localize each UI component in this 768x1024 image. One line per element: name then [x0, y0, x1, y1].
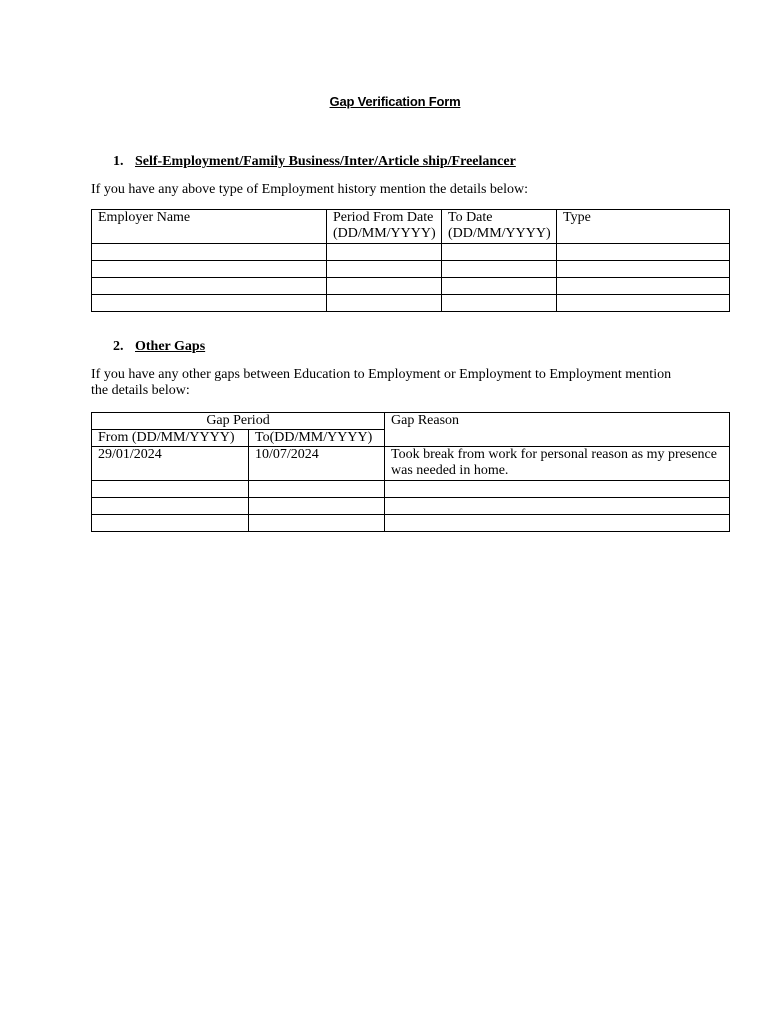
section-1-number: 1.	[113, 154, 124, 169]
table-row	[92, 244, 730, 261]
employer-cell[interactable]	[92, 295, 327, 312]
section-2-intro	[91, 367, 711, 399]
section-2-title: Other Gaps	[135, 339, 206, 354]
section-2-intro-line-2: the details below:	[91, 383, 190, 398]
gap-reason-cell[interactable]: Took break from work for personal reason as my presence was needed in home.	[385, 447, 730, 481]
section-2-number: 2.	[113, 339, 124, 354]
section-1-intro: If you have any above type of Employment history mention the details below:	[91, 182, 529, 197]
header-to-date: To Date (DD/MM/YYYY)	[442, 210, 557, 244]
gap-from-cell[interactable]: 29/01/2024	[92, 447, 249, 481]
gap-from-cell[interactable]	[92, 498, 249, 515]
type-cell[interactable]	[557, 261, 730, 278]
table-row	[92, 481, 730, 498]
type-cell[interactable]	[557, 295, 730, 312]
to-date-cell[interactable]	[442, 278, 557, 295]
table-row	[92, 498, 730, 515]
employment-history-table	[91, 209, 730, 312]
from-date-cell[interactable]	[327, 295, 442, 312]
header-gap-reason: Gap Reason	[385, 413, 730, 447]
employer-cell[interactable]	[92, 278, 327, 295]
to-date-cell[interactable]	[442, 244, 557, 261]
gap-reason-cell[interactable]	[385, 481, 730, 498]
section-2-heading	[113, 339, 205, 355]
header-period-from: Period From Date (DD/MM/YYYY)	[327, 210, 442, 244]
header-gap-period: Gap Period	[92, 413, 385, 430]
type-cell[interactable]	[557, 278, 730, 295]
to-date-cell[interactable]	[442, 295, 557, 312]
to-date-cell[interactable]	[442, 261, 557, 278]
gap-reason-cell[interactable]	[385, 515, 730, 532]
section-1-title: Self-Employment/Family Business/Inter/Article ship/Freelancer	[135, 154, 516, 169]
from-date-cell[interactable]	[327, 261, 442, 278]
gap-to-cell[interactable]	[249, 515, 385, 532]
from-date-cell[interactable]	[327, 244, 442, 261]
employer-cell[interactable]	[92, 244, 327, 261]
table-row	[92, 261, 730, 278]
header-employer-name: Employer Name	[92, 210, 327, 244]
from-date-cell[interactable]	[327, 278, 442, 295]
section-1-heading	[113, 154, 516, 170]
other-gaps-table	[91, 412, 730, 532]
gap-to-cell[interactable]	[249, 481, 385, 498]
table-row	[92, 295, 730, 312]
table-row	[92, 515, 730, 532]
header-to: To(DD/MM/YYYY)	[249, 430, 385, 447]
gap-from-cell[interactable]	[92, 515, 249, 532]
table-header-row	[92, 413, 730, 430]
table-row	[92, 278, 730, 295]
gap-to-cell[interactable]	[249, 498, 385, 515]
header-from: From (DD/MM/YYYY)	[92, 430, 249, 447]
table-row	[92, 447, 730, 481]
form-title: Gap Verification Form	[329, 94, 461, 109]
gap-from-cell[interactable]	[92, 481, 249, 498]
table-header-row	[92, 210, 730, 244]
gap-reason-cell[interactable]	[385, 498, 730, 515]
gap-to-cell[interactable]: 10/07/2024	[249, 447, 385, 481]
type-cell[interactable]	[557, 244, 730, 261]
header-type: Type	[557, 210, 730, 244]
employer-cell[interactable]	[92, 261, 327, 278]
section-2-intro-line-1: If you have any other gaps between Education to Employment or Employment to Employment mention	[91, 367, 672, 382]
